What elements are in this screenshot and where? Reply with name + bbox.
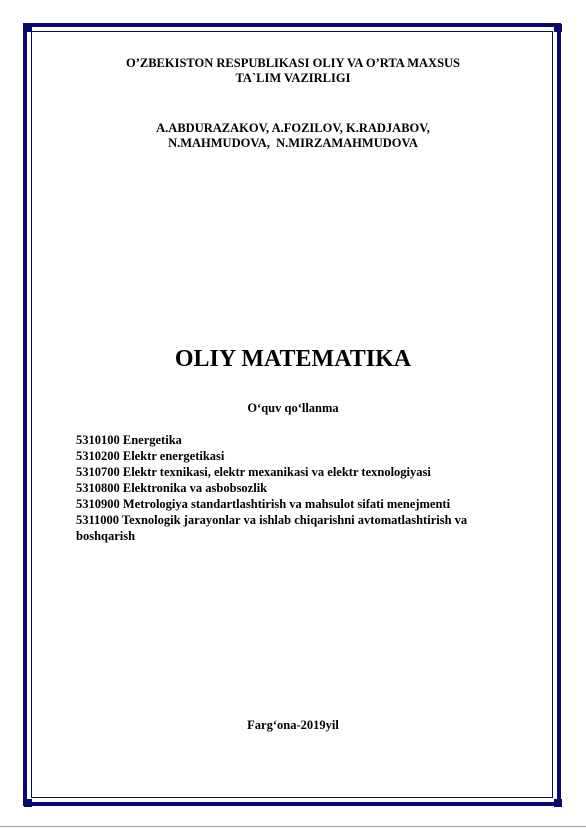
specialty-item: 5310100 Energetika	[76, 433, 182, 447]
specialty-item: 5310700 Elektr texnikasi, elektr mexanikasi va elektr texnologiyasi	[76, 465, 431, 479]
specialty-item: 5311000 Texnologik jarayonlar va ishlab chiqarishni avtomatlashtirish va boshqarish	[76, 513, 468, 543]
page-bottom-edge	[0, 826, 586, 827]
specialty-list	[76, 432, 516, 544]
corner-ornament-top-right	[554, 24, 562, 32]
authors-block	[60, 121, 526, 151]
document-subtitle: O‘quv qo‘llanma	[247, 401, 339, 415]
place-and-year: Farg‘ona-2019yil	[247, 718, 339, 732]
ministry-header	[60, 56, 526, 86]
specialty-item: 5310800 Elektronika va asbobsozlik	[76, 481, 268, 495]
corner-ornament-bottom-right	[554, 799, 562, 807]
document-title: OLIY MATEMATIKA	[174, 346, 412, 372]
ministry-line-2: TA`LIM VAZIRLIGI	[235, 71, 351, 85]
authors-line-2: N.MAHMUDOVA, N.MIRZAMAHMUDOVA	[168, 136, 418, 150]
authors-line-1: A.ABDURAZAKOV, A.FOZILOV, K.RADJABOV,	[156, 121, 430, 135]
corner-ornament-bottom-left	[24, 799, 32, 807]
ministry-line-1: O’ZBEKISTON RESPUBLIKASI OLIY VA O’RTA MAXSUS	[125, 56, 461, 70]
specialty-item: 5310200 Elektr energetikasi	[76, 449, 225, 463]
corner-ornament-top-left	[24, 24, 32, 32]
specialty-item: 5310900 Metrologiya standartlashtirish va mahsulot sifati menejmenti	[76, 497, 451, 511]
